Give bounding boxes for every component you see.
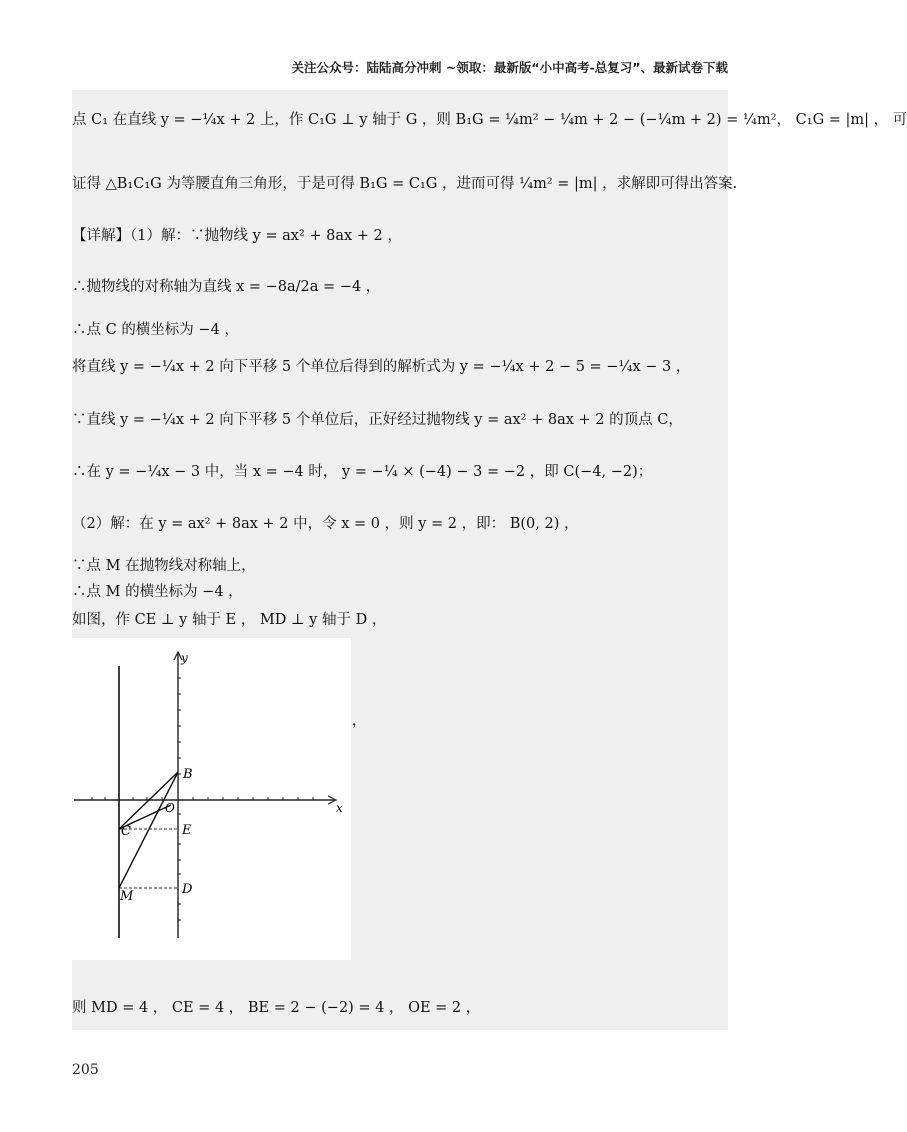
point-b-label: B xyxy=(183,767,193,782)
text-line: 证得 △B₁C₁G 为等腰直角三角形，于是可得 B₁G = C₁G ，进而可得 ¼m² = |m| ，求解即可得出答案. xyxy=(72,176,738,192)
text-line: 【详解】（1）解：∵抛物线 y = ax² + 8ax + 2 ， xyxy=(72,228,402,244)
coordinate-diagram xyxy=(72,638,351,960)
x-axis-label: x xyxy=(336,801,343,815)
point-c-label: C xyxy=(121,824,131,839)
text-line: 点 C₁ 在直线 y = −¼x + 2 上，作 C₁G ⊥ y 轴于 G ，则 B₁G = ¼m² − ¼m + 2 − (−¼m + 2) = ¼m²， C₁G = |m| ， 可 xyxy=(72,112,907,128)
origin-label: O xyxy=(165,801,175,815)
text-line: ∴点 M 的横坐标为 −4 ， xyxy=(72,584,243,600)
geometry-figure xyxy=(72,638,351,960)
point-d-label: D xyxy=(182,882,193,897)
text-line: （2）解：在 y = ax² + 8ax + 2 中，令 x = 0 ，则 y = 2 ，即： B(0, 2) ， xyxy=(72,516,579,532)
text-line: ∴点 C 的横坐标为 −4 ， xyxy=(72,322,239,338)
text-line: 如图，作 CE ⊥ y 轴于 E ， MD ⊥ y 轴于 D ， xyxy=(72,612,387,628)
figure-trailing-comma: ， xyxy=(352,713,366,729)
content-area xyxy=(72,90,907,1030)
text-line: ∴抛物线的对称轴为直线 x = −8a/2a = −4 ， xyxy=(72,279,381,295)
text-line: 将直线 y = −¼x + 2 向下平移 5 个单位后得到的解析式为 y = −¼x + 2 − 5 = −¼x − 3 ， xyxy=(72,359,691,375)
page-number: 205 xyxy=(72,1062,99,1078)
text-line: ∵直线 y = −¼x + 2 向下平移 5 个单位后，正好经过抛物线 y = ax² + 8ax + 2 的顶点 C， xyxy=(72,412,683,428)
page-header: 关注公众号：陆陆高分冲刺 ~领取：最新版“小中高考-总复习”、最新试卷下载 xyxy=(291,60,728,75)
point-e-label: E xyxy=(182,823,192,838)
y-axis-label: y xyxy=(181,651,188,665)
point-m-label: M xyxy=(120,889,134,904)
text-line: 则 MD = 4 ， CE = 4 ， BE = 2 − (−2) = 4 ， OE = 2 ， xyxy=(72,1000,481,1016)
text-line: ∴在 y = −¼x − 3 中，当 x = −4 时， y = −¼ × (−4) − 3 = −2 ，即 C(−4, −2)； xyxy=(72,464,653,480)
text-line: ∵点 M 在抛物线对称轴上， xyxy=(72,558,256,574)
